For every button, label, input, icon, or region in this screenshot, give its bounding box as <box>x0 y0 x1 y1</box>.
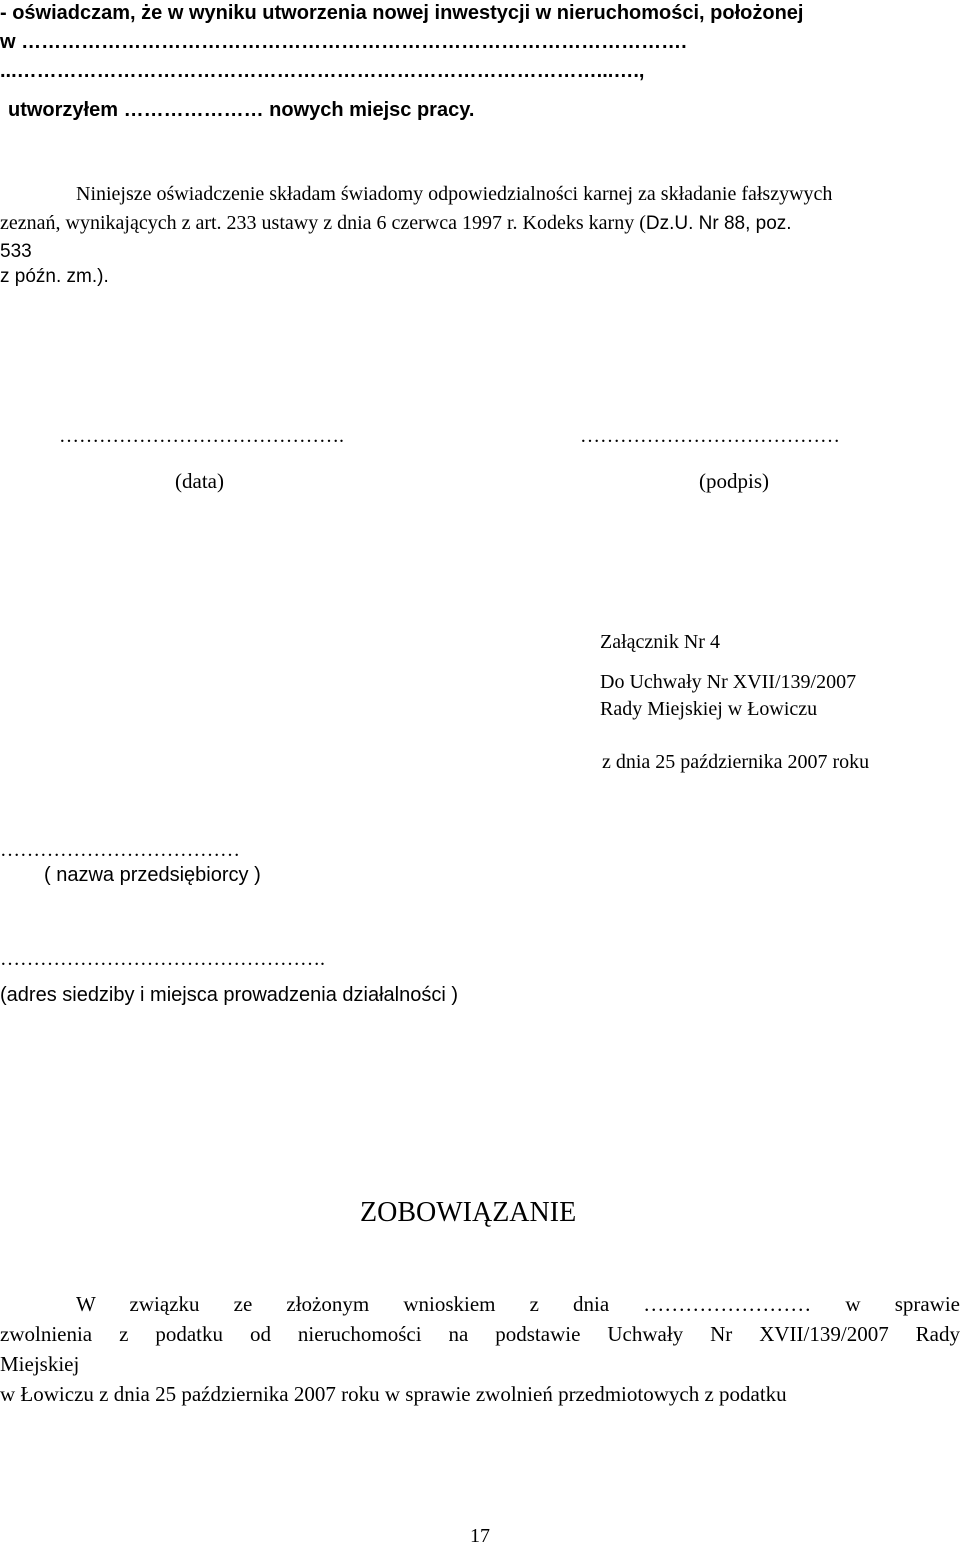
date-dotted-line: ……………………………………. <box>59 425 344 447</box>
page-number: 17 <box>470 1525 490 1547</box>
obligation-line-2: zwolnienia z podatku od nieruchomości na podstawie Uchwały Nr XVII/139/2007 Rady <box>0 1322 960 1346</box>
company-address-label: (adres siedziby i miejsca prowadzenia działalności ) <box>0 984 458 1006</box>
date-label: (data) <box>175 469 224 493</box>
statement-line-3: 533 <box>0 241 32 262</box>
obligation-line-3: Miejskiej <box>0 1352 80 1376</box>
attachment-line-3: z dnia 25 października 2007 roku <box>602 751 870 773</box>
attachment-title: Załącznik Nr 4 <box>600 631 720 653</box>
signature-dotted-line: ………………………………… <box>580 425 840 447</box>
obligation-line-1: W związku ze złożonym wnioskiem z dnia …………………… w sprawie <box>76 1292 960 1316</box>
statement-line-2 <box>0 212 792 235</box>
statement-line-2-serif: zeznań, wynikających z art. 233 ustawy z dnia 6 czerwca 1997 r. Kodeks karny ( <box>0 212 646 234</box>
statement-line-4: z późn. zm.). <box>0 266 109 287</box>
signature-label: (podpis) <box>699 469 769 493</box>
attachment-line-2: Rady Miejskiej w Łowiczu <box>600 698 818 720</box>
attachment-line-1: Do Uchwały Nr XVII/139/2007 <box>600 671 857 693</box>
company-address-dotted-line: …………………………………………. <box>0 948 325 970</box>
statement-line-2-sans: Dz.U. Nr 88, poz. <box>645 213 792 234</box>
declaration-line-2: w ………………………………………………………………………………………. <box>0 31 687 53</box>
declaration-line-1: - oświadczam, że w wyniku utworzenia nowej inwestycji w nieruchomości, położonej <box>0 2 804 24</box>
company-name-dotted-line: ……………………………… <box>0 839 240 861</box>
declaration-line-3: ...……………………………………………………………………………...…., <box>0 60 645 82</box>
statement-line-1: Niniejsze oświadczenie składam świadomy odpowiedzialności karnej za składanie fałszywych <box>76 183 833 205</box>
obligation-heading: ZOBOWIĄZANIE <box>360 1197 577 1228</box>
company-name-label: ( nazwa przedsiębiorcy ) <box>44 864 261 886</box>
obligation-line-4: w Łowiczu z dnia 25 października 2007 roku w sprawie zwolnień przedmiotowych z podatku <box>0 1382 787 1406</box>
declaration-line-4: utworzyłem ………………… nowych miejsc pracy. <box>8 99 475 121</box>
